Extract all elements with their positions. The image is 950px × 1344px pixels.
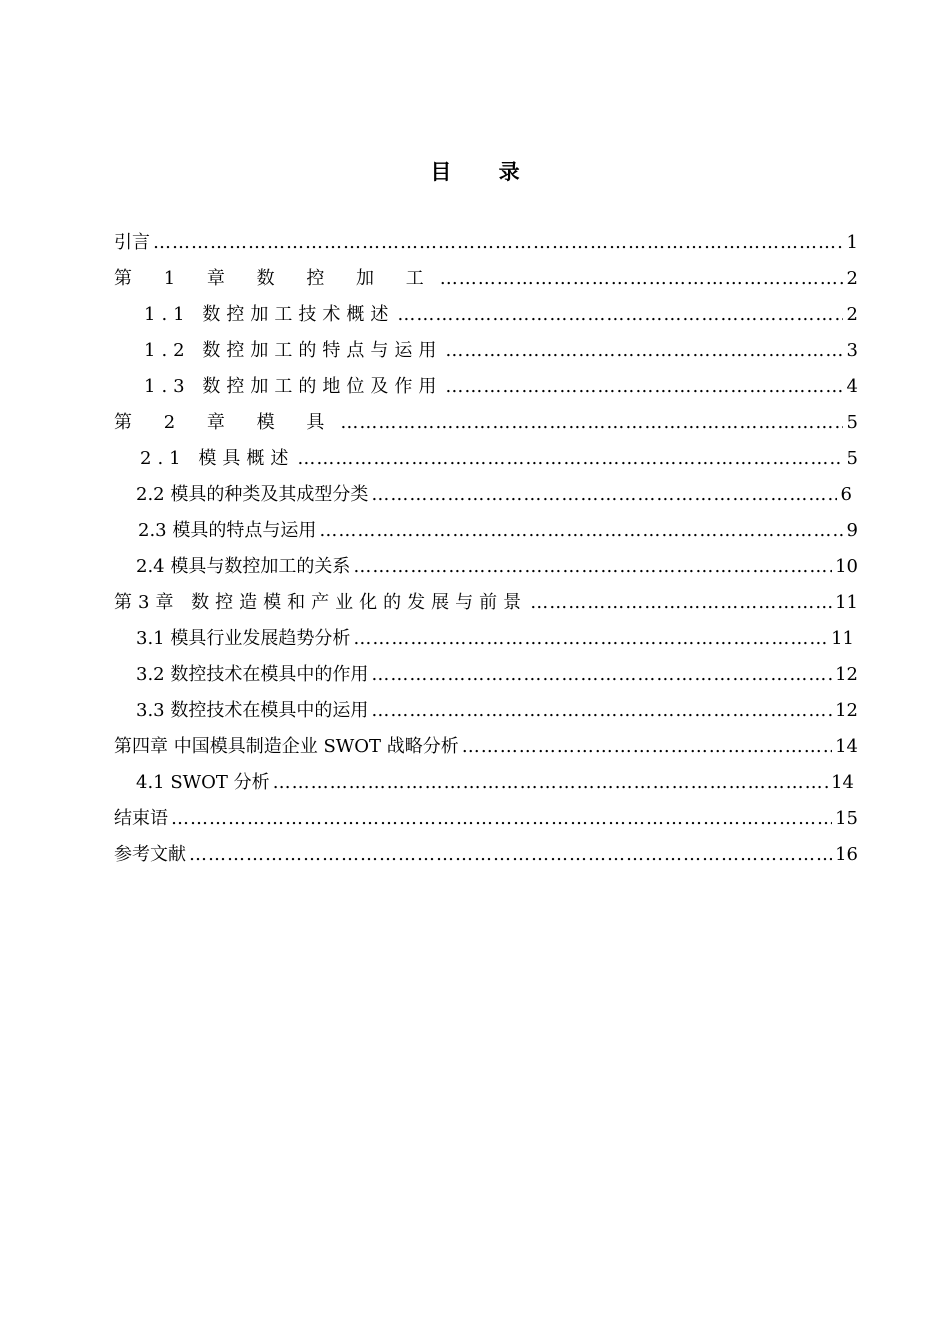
toc-entry-section-1-3[interactable]: [144, 372, 858, 402]
toc-page-number: 16: [835, 844, 858, 865]
toc-entry-intro[interactable]: [114, 228, 858, 258]
toc-entry-chapter-4[interactable]: [114, 732, 858, 762]
toc-leader: [462, 732, 832, 762]
toc-entry-label: 3.3 数控技术在模具中的运用: [136, 700, 369, 721]
toc-entry-label: 1.3 数控加工的地位及作用: [144, 376, 443, 397]
toc-entry-label: 1.1 数控加工技术概述: [144, 304, 395, 325]
toc-leader: [319, 516, 843, 546]
toc-leader: [189, 840, 832, 870]
toc-leader: [530, 588, 832, 618]
toc-page-number: 3: [846, 340, 858, 361]
toc-entry-label: 第3章 数控造模和产业化的发展与前景: [114, 592, 528, 613]
toc-page-number: 15: [835, 808, 858, 829]
toc-leader: [153, 228, 843, 258]
toc-page-number: 1: [846, 232, 858, 253]
toc-entry-label: 引言: [114, 232, 150, 253]
toc-entry-section-2-4[interactable]: [136, 552, 858, 582]
toc-entry-section-3-2[interactable]: [136, 660, 858, 690]
toc-page-number: 5: [846, 448, 858, 469]
toc-page-number: 6: [840, 484, 852, 505]
toc-page-number: 5: [846, 412, 858, 433]
toc-page-number: 11: [835, 592, 858, 613]
toc-page-number: 12: [835, 664, 858, 685]
toc-entry-label: 1.2 数控加工的特点与运用: [144, 340, 443, 361]
toc-entry-section-1-2[interactable]: [144, 336, 858, 366]
toc-entry-label: 2.1 模具概述: [140, 448, 295, 469]
toc-entry-references[interactable]: [114, 840, 858, 870]
toc-leader: [273, 768, 828, 798]
toc-page-number: 14: [835, 736, 858, 757]
toc-entry-label: 3.2 数控技术在模具中的作用: [136, 664, 369, 685]
toc-page-number: 2: [846, 304, 858, 325]
toc-entry-section-2-3[interactable]: [138, 516, 858, 546]
toc-leader: [171, 804, 832, 834]
toc-page-number: 9: [846, 520, 858, 541]
toc-entry-section-1-1[interactable]: [144, 300, 858, 330]
toc-entry-conclusion[interactable]: [114, 804, 858, 834]
toc-page-number: 11: [831, 628, 854, 649]
toc-entry-section-3-3[interactable]: [136, 696, 858, 726]
toc-leader: [371, 660, 832, 690]
toc-entry-label: 3.1 模具行业发展趋势分析: [136, 628, 351, 649]
toc-leader: [297, 444, 843, 474]
toc-entry-section-4-1[interactable]: [136, 768, 854, 798]
toc-entry-chapter-3[interactable]: [114, 588, 858, 618]
toc-leader: [340, 408, 843, 438]
toc-leader: [371, 696, 832, 726]
toc-page-number: 4: [846, 376, 858, 397]
toc-entry-section-3-1[interactable]: [136, 624, 854, 654]
toc-leader: [440, 264, 843, 294]
toc-page-number: 12: [835, 700, 858, 721]
toc-entry-label: 2.4 模具与数控加工的关系: [136, 556, 351, 577]
toc-page-number: 10: [835, 556, 858, 577]
toc-entry-label: 4.1 SWOT 分析: [136, 772, 270, 793]
toc-entry-label: 第四章 中国模具制造企业 SWOT 战略分析: [114, 736, 459, 757]
toc-entry-section-2-2[interactable]: [136, 480, 852, 510]
toc-leader: [353, 624, 828, 654]
toc-leader: [445, 336, 843, 366]
toc-page-number: 14: [831, 772, 854, 793]
toc-entry-label: 参考文献: [114, 844, 186, 865]
toc-leader: [353, 552, 832, 582]
toc-leader: [397, 300, 843, 330]
toc-entry-section-2-1[interactable]: [140, 444, 858, 474]
toc-entry-chapter-2[interactable]: [114, 408, 858, 438]
toc-leader: [371, 480, 837, 510]
toc-title: 目 录: [430, 160, 540, 184]
toc-entry-label: 2.2 模具的种类及其成型分类: [136, 484, 369, 505]
toc-entry-label: 结束语: [114, 808, 168, 829]
toc-entry-label: 第 1 章 数 控 加 工: [114, 268, 437, 289]
toc-entry-label: 2.3 模具的特点与运用: [138, 520, 317, 541]
toc-entry-chapter-1[interactable]: [114, 264, 858, 294]
toc-entry-label: 第 2 章 模 具: [114, 412, 338, 433]
toc-page-number: 2: [846, 268, 858, 289]
toc-leader: [445, 372, 843, 402]
